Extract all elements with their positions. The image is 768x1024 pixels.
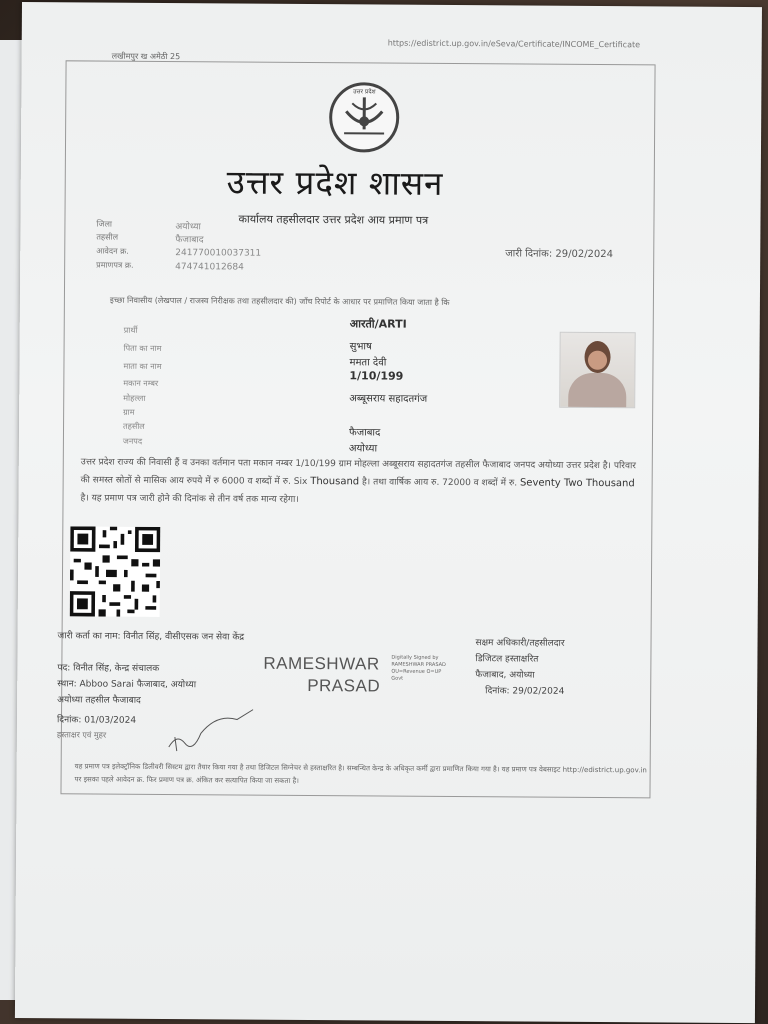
field-applicant-name: आरती/ARTI (349, 317, 407, 331)
field-house-number: 1/10/199 (349, 369, 404, 383)
digital-signature-details: Digitally Signed by RAMESHWAR PRASAD OU=Revenue O=UP Govt (391, 654, 446, 682)
field-label: पिता का नाम (123, 343, 162, 353)
qr-code (70, 526, 161, 617)
certificate-paragraph (80, 453, 640, 511)
issuer-office: अयोध्या तहसील फैजाबाद (57, 695, 141, 706)
monthly-income-words: Thousand (310, 476, 360, 488)
field-label: प्रार्थी (123, 325, 138, 335)
field-tehsil: फैजाबाद (348, 427, 381, 439)
field-label: ग्राम (123, 407, 135, 417)
meta-value: अयोध्या (175, 222, 201, 233)
footer-note: यह प्रमाण पत्र इलेक्ट्रॉनिक डिलीवरी सिस्टम द्वारा तैयार किया गया है तथा डिजिटल सिग्नेचर से हस्ताक्षरित है। सम्बन्धित केन्द्र के अधिकृत कर्मी द्वारा प्रमाणित किया गया है। यह प्रमाण पत्र वेबसाइट http://edistrict.up.gov.in पर इसका पहले आवेदन क्र. फिर प्रमाण पत्र क्र. अंकित कर सत्यापित किया जा सकता है। (74, 762, 647, 785)
paragraph-part: है। यह प्रमाण पत्र जारी होने की दिनांक से तीन वर्ष तक मान्य रहेगा। (80, 493, 299, 505)
meta-label: प्रमाणपत्र क्र. (96, 260, 134, 270)
issuer-designation: पद: विनीत सिंह, केन्द्र संचालक (57, 663, 160, 674)
field-label: माता का नाम (123, 361, 162, 371)
photo-body (568, 373, 626, 408)
field-father-name: सुभाष (349, 341, 372, 353)
handwritten-signature (167, 703, 257, 754)
applicant-photo (559, 332, 636, 409)
meta-label: तहसील (96, 232, 119, 242)
issuer-date: दिनांक: 01/03/2024 (56, 715, 137, 726)
field-mother-name: ममता देवी (349, 357, 387, 369)
field-label: मकान नम्बर (123, 378, 159, 388)
issuer-place: स्थान: Abboo Sarai फैजाबाद, अयोध्या (57, 679, 197, 691)
emblem-label: उत्तर प्रदेश (353, 88, 376, 96)
officer-title: सक्षम अधिकारी/तहसीलदार (475, 638, 565, 649)
field-label: तहसील (123, 421, 145, 431)
certificate-page (15, 2, 762, 1023)
issuer-seal-label: हस्ताक्षर एवं मुहर (56, 730, 107, 740)
officer-place: फैजाबाद, अयोध्या (475, 670, 535, 681)
field-label: जनपद (122, 436, 143, 446)
page-title: उत्तर प्रदेश शासन (226, 162, 444, 203)
photo-head (584, 341, 610, 373)
paragraph-part: है। तथा वार्षिक आय रु. 72000 व शब्दों में रु. (361, 477, 518, 489)
meta-value: 241770010037311 (175, 248, 262, 259)
field-locality: अब्बूसराय सहादतगंज (349, 393, 428, 405)
page-url: https://edistrict.up.gov.in/eSeva/Certificate/INCOME_Certificate (387, 38, 641, 50)
issue-date: जारी दिनांक: 29/02/2024 (505, 248, 614, 261)
meta-label: जिला (96, 219, 112, 229)
emblem-icon (338, 93, 390, 139)
annual-income-words: Seventy Two Thousand (519, 477, 635, 490)
issuer-name: जारी कर्ता का नाम: विनीत सिंह, वीसीएसक जन सेवा केंद्र (57, 631, 245, 643)
officer-date: दिनांक: 29/02/2024 (485, 686, 565, 697)
meta-value: फैजाबाद (175, 235, 204, 246)
page-subtitle: कार्यालय तहसीलदार उत्तर प्रदेश आय प्रमाण पत्र (238, 212, 429, 227)
field-label: मोहल्ला (123, 393, 146, 403)
digital-signature-name: RAMESHWAR (263, 653, 380, 674)
meta-label: आवेदन क्र. (96, 246, 129, 256)
meta-value: 474741012684 (175, 262, 244, 273)
intro-text: इच्छा निवासीय (लेखपाल / राजस्व निरीक्षक तथा तहसीलदार की) जाँच रिपोर्ट के आधार पर प्रमाणित किया जाता है कि (109, 295, 450, 307)
paragraph-part: उत्तर प्रदेश राज्य की निवासी हैं व उनका वर्तमान पता मकान नम्बर 1/10/199 ग्राम मोहल्ला अब्बूसराय सहादतगंज तहसील फैजाबाद जनपद अयोध्या उत्तर प्रदेश है। परिवार की समस्त स्रोतों से मासिक आय रुपये में रु 6000 व शब्दों में रु. Six (80, 457, 637, 488)
officer-signed: डिजिटल हस्ताक्षरित (475, 654, 539, 665)
header-note: लखीमपुर ख अमेठी 25 (111, 51, 181, 62)
field-district: अयोध्या (348, 443, 378, 455)
state-emblem (329, 82, 399, 152)
digital-signature-surname: PRASAD (307, 676, 381, 696)
